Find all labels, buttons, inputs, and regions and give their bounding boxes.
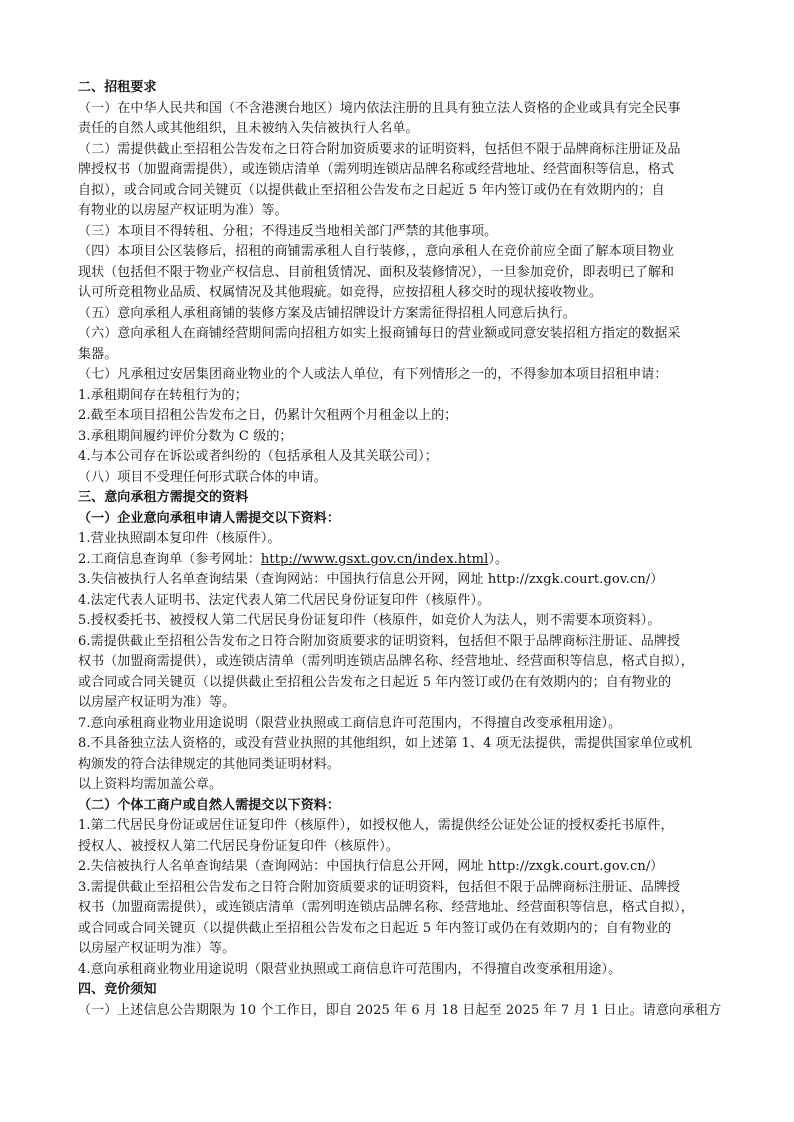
reference-link[interactable]: http://www.gsxt.gov.cn/index.html: [260, 551, 489, 567]
line-text: 现状（包括但不限于物业产权信息、目前租赁情况、面积及装修情况），一旦参加竞价，即表明已了解和: [78, 264, 675, 280]
text-line: [78, 365, 728, 386]
text-line: [78, 652, 728, 673]
text-line: [78, 734, 728, 755]
text-line: [78, 570, 728, 591]
line-text: （七）凡承租过安居集团商业物业的个人或法人单位，有下列情形之一的，不得参加本项目招租申请：: [78, 367, 668, 382]
text-line: [78, 222, 728, 243]
text-line: [78, 242, 728, 263]
line-text: 5.授权委托书、被授权人第二代居民身份证复印件（核原件，如竞价人为法人，则不需要本项资料）。: [78, 613, 661, 628]
line-text: 或合同或合同关键页（以提供截止至招租公告发布之日起近 5 年内签订或仍在有效期内的；自有物业的: [78, 920, 672, 936]
line-text-suffix: ）。: [488, 551, 509, 567]
line-text: （五）意向承租人承租商铺的装修方案及店铺招牌设计方案需征得招租人同意后执行。: [78, 305, 576, 321]
text-line: [78, 447, 728, 468]
text-line: [78, 550, 728, 571]
line-text: 四、竞价须知: [78, 982, 157, 997]
line-text: 4.意向承租商业物业用途说明（限营业执照或工商信息许可范围内，不得擅自改变承租用途）。: [78, 961, 622, 977]
text-line: [78, 263, 728, 284]
line-text: （三）本项目不得转租、分租；不得违反当地相关部门严禁的其他事项。: [78, 223, 498, 239]
line-text: 授权人、被授权人第二代居民身份证复印件（核原件）。: [78, 838, 400, 854]
line-text: 2.截至本项目招租公告发布之日，仍累计欠租两个月租金以上的；: [78, 408, 458, 423]
text-line: [78, 857, 728, 878]
line-text: 集器。: [78, 346, 118, 362]
line-text: 2.失信被执行人名单查询结果（查询网站：中国执行信息公开网，网址 http://zxgk.court.gov.cn/）: [78, 859, 664, 874]
line-text: 1.第二代居民身份证或居住证复印件（核原件），如授权他人，需提供经公证处公证的授权委托书原件，: [78, 818, 674, 833]
line-text: （八）项目不受理任何形式联合体的申请。: [78, 469, 327, 485]
text-line: [78, 878, 728, 899]
line-text: 权书（加盟商需提供），或连锁店清单（需列明连锁店品牌名称、经营地址、经营面积等信息，格式自拟），: [78, 654, 694, 669]
text-line: [78, 386, 728, 407]
text-line: [78, 99, 728, 120]
line-text: 三、意向承租方需提交的资料: [78, 490, 249, 505]
text-line: [78, 837, 728, 858]
section-heading: [78, 78, 728, 99]
line-text: 7.意向承租商业物业用途说明（限营业执照或工商信息许可范围内，不得擅自改变承租用途）。: [78, 715, 622, 731]
text-line: [78, 345, 728, 366]
line-text: （二）需提供截止至招租公告发布之日符合附加资质要求的证明资料，包括但不限于品牌商标注册证及品: [78, 141, 681, 157]
section-heading: [78, 980, 728, 1001]
line-text: 3.承租期间履约评价分数为 C 级的；: [78, 428, 293, 444]
text-line: [78, 960, 728, 981]
text-line: [78, 632, 728, 653]
text-line: [78, 160, 728, 181]
text-line: [78, 119, 728, 140]
line-text: 4.法定代表人证明书、法定代表人第二代居民身份证复印件（核原件）。: [78, 592, 491, 608]
line-text: 3.失信被执行人名单查询结果（查询网站：中国执行信息公开网，网址 http://zxgk.court.gov.cn/）: [78, 572, 664, 587]
line-text: 认可所竞租物业品质、权属情况及其他瑕疵。如竞得，应按招租人移交时的现状接收物业。: [78, 285, 603, 300]
line-text: （一）上述信息公告期限为 10 个工作日，即自 2025 年 6 月 18 日起至 2025 年 7 月 1 日止。请意向承租方: [78, 1002, 722, 1018]
text-line: [78, 427, 728, 448]
text-line: [78, 468, 728, 489]
text-line: [78, 1001, 728, 1022]
line-text: 1.营业执照副本复印件（核原件）。: [78, 531, 281, 546]
line-text: 3.需提供截止至招租公告发布之日符合附加资质要求的证明资料，包括但不限于品牌商标注册证、品牌授: [78, 879, 681, 895]
line-text: （一）企业意向承租申请人需提交以下资料：: [78, 510, 341, 526]
text-line: [78, 406, 728, 427]
text-line: [78, 140, 728, 161]
line-text: 2.工商信息查询单（参考网址：: [78, 551, 261, 567]
line-text: 6.需提供截止至招租公告发布之日符合附加资质要求的证明资料，包括但不限于品牌商标注册证、品牌授: [78, 633, 681, 649]
line-text: 权书（加盟商需提供），或连锁店清单（需列明连锁店品牌名称、经营地址、经营面积等信息，格式自拟），: [78, 900, 694, 915]
line-text: 责任的自然人或其他组织，且未被纳入失信被执行人名单。: [78, 121, 419, 136]
section-heading: [78, 796, 728, 817]
section-heading: [78, 509, 728, 530]
line-text: 4.与本公司存在诉讼或者纠纷的（包括承租人及其关联公司）；: [78, 449, 438, 464]
text-line: [78, 304, 728, 325]
text-line: [78, 673, 728, 694]
line-text: 1.承租期间存在转租行为的；: [78, 387, 248, 403]
line-text: （一）在中华人民共和国（不含港澳台地区）境内依法注册的且具有独立法人资格的企业或具有完全民事: [78, 100, 681, 116]
line-text: （二）个体工商户或自然人需提交以下资料：: [78, 797, 341, 813]
line-text: 二、招租要求: [78, 80, 157, 95]
line-text: 以房屋产权证明为准）等。: [78, 695, 236, 710]
line-text: 以房屋产权证明为准）等。: [78, 941, 236, 956]
text-line: [78, 919, 728, 940]
line-text: 自拟），或合同或合同关键页（以提供截止至招租公告发布之日起近 5 年内签订或仍在有效期内的；自: [78, 182, 665, 198]
text-line: [78, 283, 728, 304]
line-text: 牌授权书（加盟商需提供），或连锁店清单（需列明连锁店品牌名称或经营地址、经营面积等信息，格式: [78, 162, 675, 177]
text-line: [78, 898, 728, 919]
text-line: [78, 181, 728, 202]
section-heading: [78, 488, 728, 509]
text-line: [78, 816, 728, 837]
line-text: （四）本项目公区装修后，招租的商铺需承租人自行装修，，意向承租人在竞价前应全面了解本项目物业: [78, 244, 675, 259]
text-line: [78, 529, 728, 550]
line-text: 以上资料均需加盖公章。: [78, 777, 223, 792]
text-line: [78, 939, 728, 960]
line-text: 或合同或合同关键页（以提供截止至招租公告发布之日起近 5 年内签订或仍在有效期内的；自有物业的: [78, 674, 672, 690]
text-line: [78, 755, 728, 776]
text-line: [78, 591, 728, 612]
line-text: 8.不具备独立法人资格的，或没有营业执照的其他组织，如上述第 1、4 项无法提供，需提供国家单位或机: [78, 736, 693, 751]
line-text: 有物业的以房屋产权证明为准）等。: [78, 203, 288, 218]
line-text: 构颁发的符合法律规定的其他同类证明材料。: [78, 756, 341, 772]
text-line: [78, 775, 728, 796]
document-page: [78, 78, 728, 1021]
text-line: [78, 693, 728, 714]
text-line: [78, 324, 728, 345]
line-text: （六）意向承租人在商铺经营期间需向招租方如实上报商铺每日的营业额或同意安装招租方指定的数据采: [78, 326, 681, 341]
text-line: [78, 714, 728, 735]
text-line: [78, 611, 728, 632]
text-line: [78, 201, 728, 222]
